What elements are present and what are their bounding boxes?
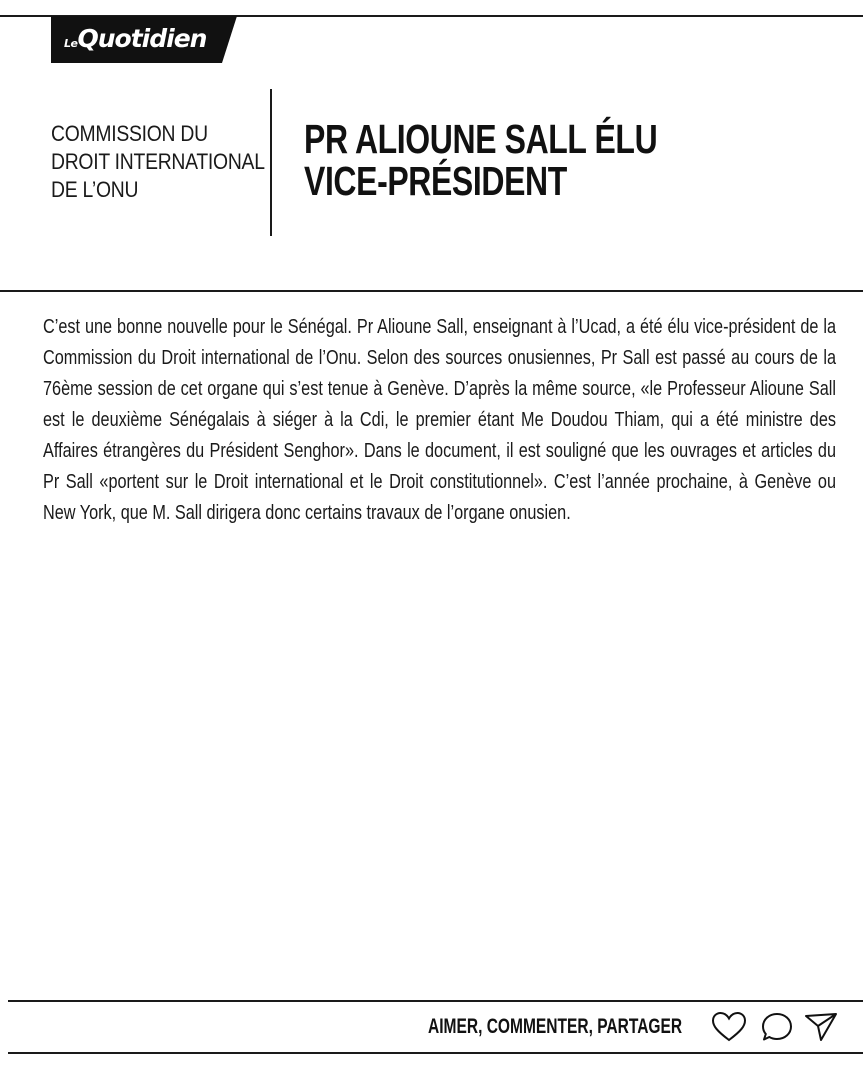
comment-bubble-icon[interactable] [760, 1011, 796, 1043]
article-body [43, 311, 836, 528]
send-icon[interactable] [803, 1011, 839, 1043]
social-actions-label: AIMER, COMMENTER, PARTAGER [428, 1015, 683, 1038]
header-bottom-divider [0, 290, 863, 292]
kicker-line: COMMISSION DU [51, 121, 208, 146]
article-body-text: C’est une bonne nouvelle pour le Sénégal. Pr Alioune Sall, enseignant à l’Ucad, a été élu vice-président de la Commission du Droit international de l’Onu. Selon des sources onusiennes, Pr Sall est passé au cours de la 76ème session de cet organe qui s’est tenue à Genève. D’après la même source, «le Professeur Alioune Sall est le deuxième Sénégalais à siéger à la Cdi, le premier étant Me Doudou Thiam, qui a été ministre des Affaires étrangères du Président Senghor». Dans le document, il est souligné que les ouvrages et articles du Pr Sall «portent sur le Droit international et le Droit constitutionnel». C’est l’année prochaine, à Genève ou New York, que M. Sall dirigera donc certains travaux de l’organe onusien. [43, 315, 836, 524]
logo-prefix: Le [64, 37, 78, 50]
kicker-line: DE L’ONU [51, 177, 139, 202]
logo-wordmark [64, 24, 206, 59]
masthead-logo [51, 16, 237, 63]
headline-line: PR ALIOUNE SALL ÉLU [304, 116, 658, 162]
heart-icon[interactable] [711, 1011, 747, 1043]
footer-top-divider [8, 1000, 863, 1002]
header-vertical-divider [270, 89, 272, 236]
logo-name: Quotidien [77, 24, 207, 53]
footer-bottom-divider [8, 1052, 863, 1054]
article-headline [304, 118, 657, 202]
headline-line: VICE-PRÉSIDENT [304, 158, 567, 204]
article-kicker [51, 120, 265, 204]
kicker-line: DROIT INTERNATIONAL [51, 149, 265, 174]
